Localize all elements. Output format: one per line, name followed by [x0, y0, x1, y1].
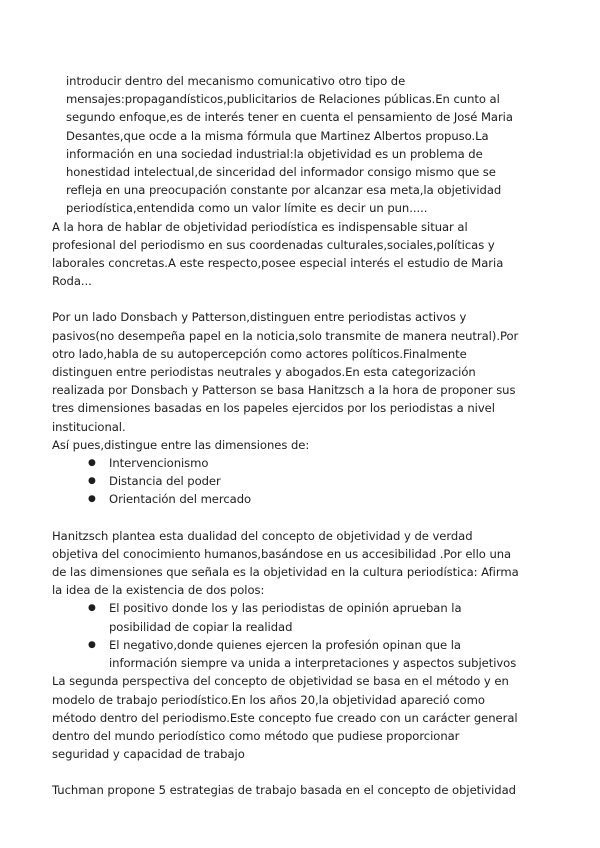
text-line: periodística,entendida como un valor límite es decir un pun..... — [66, 201, 428, 216]
hanitzsch-paragraph — [52, 527, 540, 600]
text-line: pasivos(no desempeña papel en la noticia,solo transmite de manera neutral).Por — [52, 328, 519, 343]
text-line: realizada por Donsbach y Patterson se basa Hanitzsch a la hora de proponer sus — [52, 383, 516, 398]
text-line: Por un lado Donsbach y Patterson,distinguen entre periodistas activos y — [52, 310, 467, 325]
text-line: profesional del periodismo en sus coordenadas culturales,sociales,políticas y — [52, 237, 495, 252]
text-line: institucional. — [52, 419, 126, 434]
donsbach-paragraph — [52, 308, 540, 454]
text-line: La segunda perspectiva del concepto de objetividad se basa en el método y en — [52, 674, 509, 689]
text-line: refleja en una preocupación constante por alcanzar esa meta,la objetividad — [66, 183, 502, 198]
paragraph-gap — [52, 290, 540, 308]
intro-quote-paragraph — [52, 72, 540, 218]
text-line: El negativo,donde quienes ejercen la profesión opinan que la — [109, 637, 461, 652]
text-line: laborales concretas.A este respecto,posee especial interés el estudio de Maria — [52, 256, 504, 271]
text-line: de las dimensiones que señala es la objetividad en la cultura periodística: Afirma — [52, 565, 519, 580]
text-line: posibilidad de copiar la realidad — [109, 619, 293, 634]
paragraph-gap — [52, 763, 540, 781]
text-line: Hanitzsch plantea esta dualidad del concepto de objetividad y de verdad — [52, 528, 473, 543]
text-line: la idea de la existencia de dos polos: — [52, 583, 265, 598]
text-line: otro lado,habla de su autopercepción como actores políticos.Finalmente — [52, 346, 467, 361]
tuchman-paragraph — [52, 781, 540, 799]
list-item — [52, 636, 540, 672]
segunda-paragraph — [52, 672, 540, 763]
text-line: seguridad y capacidad de trabajo — [52, 747, 245, 762]
text-line: segundo enfoque,es de interés tener en cuenta el pensamiento de José Maria — [66, 110, 513, 125]
list-item: ● Intervencionismo — [52, 454, 540, 472]
list-item: ● Distancia del poder — [52, 472, 540, 490]
text-line: método dentro del periodismo.Este concepto fue creado con un carácter general — [52, 710, 518, 725]
text-line: información siempre va unida a interpretaciones y aspectos subjetivos — [109, 656, 517, 671]
text-line: objetiva del conocimiento humanos,basándose en us accesibilidad .Por ello una — [52, 546, 512, 561]
text-line: Así pues,distingue entre las dimensiones de: — [52, 437, 310, 452]
text-line: distinguen entre periodistas neutrales y abogados.En esta categorización — [52, 365, 476, 380]
poles-list — [52, 599, 540, 672]
text-line: introducir dentro del mecanismo comunicativo otro tipo de — [66, 74, 406, 88]
list-item — [52, 599, 540, 635]
text-line: Tuchman propone 5 estrategias de trabajo basada en el concepto de objetividad — [52, 783, 516, 798]
paragraph-gap — [52, 509, 540, 527]
text-line: Desantes,que ocde a la misma fórmula que Martinez Albertos propuso.La — [66, 128, 489, 143]
text-line: dentro del mundo periodístico como método que pudiese proporcionar — [52, 728, 460, 743]
text-line: Roda... — [52, 274, 92, 289]
list-item: ● Orientación del mercado — [52, 490, 540, 508]
text-line: El positivo donde los y las periodistas de opinión aprueban la — [109, 601, 462, 616]
roda-paragraph — [52, 218, 540, 291]
text-line: modelo de trabajo periodístico.En los años 20,la objetividad apareció como — [52, 692, 485, 707]
text-line: A la hora de hablar de objetividad periodística es indispensable situar al — [52, 219, 468, 234]
text-line: tres dimensiones basadas en los papeles ejercidos por los periodistas a nivel — [52, 401, 495, 416]
dimensions-list — [52, 454, 540, 509]
text-line: mensajes:propagandísticos,publicitarios de Relaciones públicas.En cunto al — [66, 92, 500, 107]
text-line: honestidad intelectual,de sinceridad del informador consigo mismo que se — [66, 165, 496, 180]
text-line: información en una sociedad industrial:la objetividad es un problema de — [66, 146, 483, 161]
